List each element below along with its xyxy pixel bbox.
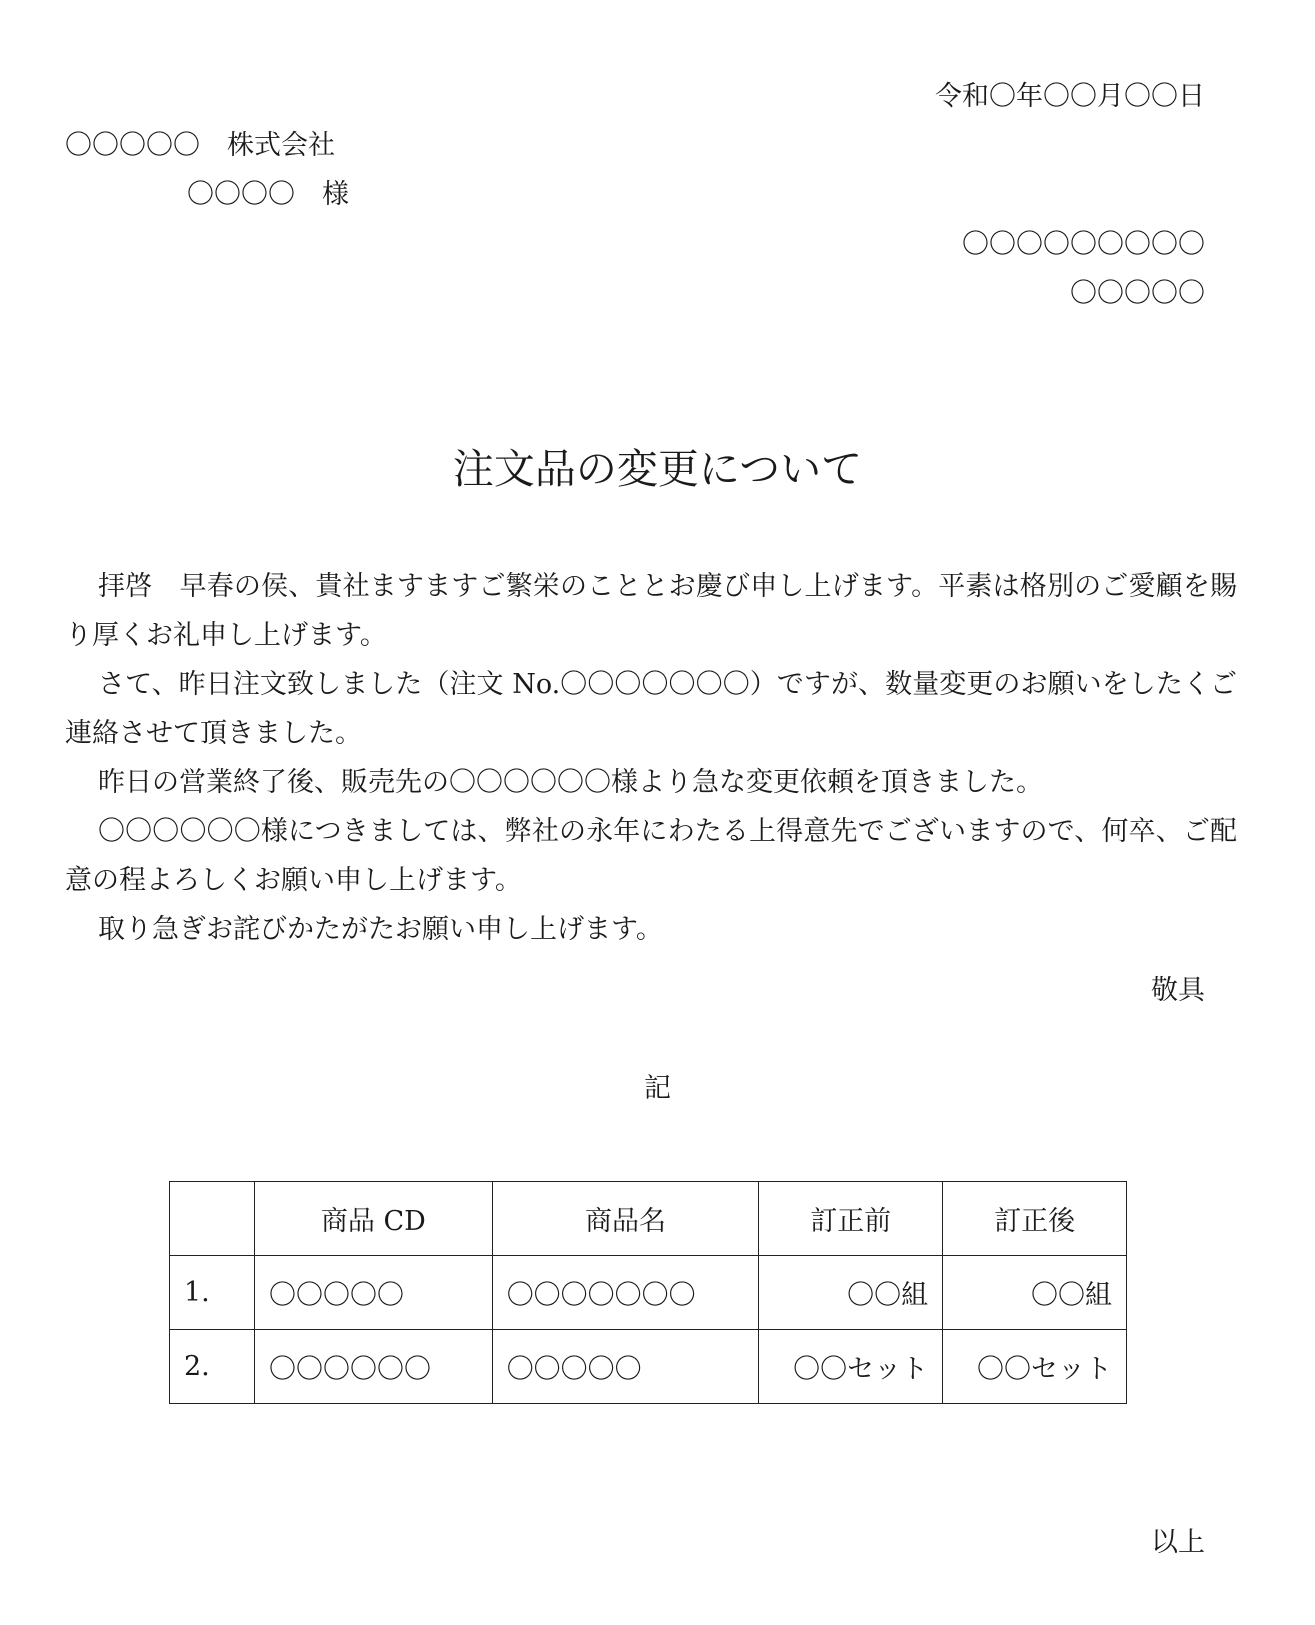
body-paragraph: さて、昨日注文致しました（注文 No.〇〇〇〇〇〇〇）ですが、数量変更のお願いをしたくご連絡させて頂きました。 bbox=[65, 669, 1237, 749]
quantity-before: 〇〇組 bbox=[759, 1256, 943, 1330]
letter-date: 令和〇年〇〇月〇〇日 bbox=[935, 81, 1205, 112]
recipient-person: 〇〇〇〇 様 bbox=[187, 179, 349, 210]
row-number: 2. bbox=[170, 1330, 255, 1404]
table-row bbox=[170, 1330, 1127, 1404]
order-change-table bbox=[169, 1181, 1127, 1404]
quantity-before: 〇〇セット bbox=[759, 1330, 943, 1404]
closing-phrase: 敬具 bbox=[1151, 975, 1205, 1006]
product-name: 〇〇〇〇〇 bbox=[492, 1330, 759, 1404]
quantity-after: 〇〇セット bbox=[943, 1330, 1127, 1404]
header-cell-before: 訂正前 bbox=[759, 1182, 943, 1256]
recipient-company: 〇〇〇〇〇 株式会社 bbox=[65, 130, 335, 161]
table-header-row bbox=[170, 1182, 1127, 1256]
sender-company: 〇〇〇〇〇〇〇〇〇 bbox=[962, 229, 1205, 260]
header-cell-no bbox=[170, 1182, 255, 1256]
row-number: 1. bbox=[170, 1256, 255, 1330]
quantity-after: 〇〇組 bbox=[943, 1256, 1127, 1330]
document-title: 注文品の変更について bbox=[452, 445, 863, 493]
product-name: 〇〇〇〇〇〇〇 bbox=[492, 1256, 759, 1330]
body-paragraph: 〇〇〇〇〇〇様につきましては、弊社の永年にわたる上得意先でございますので、何卒、ご配意の程よろしくお願い申し上げます。 bbox=[65, 816, 1237, 896]
table-row bbox=[170, 1256, 1127, 1330]
end-mark: 以上 bbox=[1151, 1527, 1205, 1558]
body-paragraph: 拝啓 早春の侯、貴社ますますご繁栄のこととお慶び申し上げます。平素は格別のご愛顧を賜り厚くお礼申し上げます。 bbox=[65, 571, 1237, 651]
sender-person: 〇〇〇〇〇 bbox=[1070, 278, 1205, 309]
header-cell-product-cd: 商品 CD bbox=[254, 1182, 492, 1256]
body-paragraph: 取り急ぎお詫びかたがたお願い申し上げます。 bbox=[98, 914, 663, 945]
product-cd: 〇〇〇〇〇 bbox=[254, 1256, 492, 1330]
header-cell-after: 訂正後 bbox=[943, 1182, 1127, 1256]
header-cell-product-name: 商品名 bbox=[492, 1182, 759, 1256]
letter-body bbox=[65, 562, 1237, 954]
body-paragraph: 昨日の営業終了後、販売先の〇〇〇〇〇〇様より急な変更依頼を頂きました。 bbox=[98, 767, 1043, 798]
product-cd: 〇〇〇〇〇〇 bbox=[254, 1330, 492, 1404]
ki-heading: 記 bbox=[644, 1073, 671, 1104]
